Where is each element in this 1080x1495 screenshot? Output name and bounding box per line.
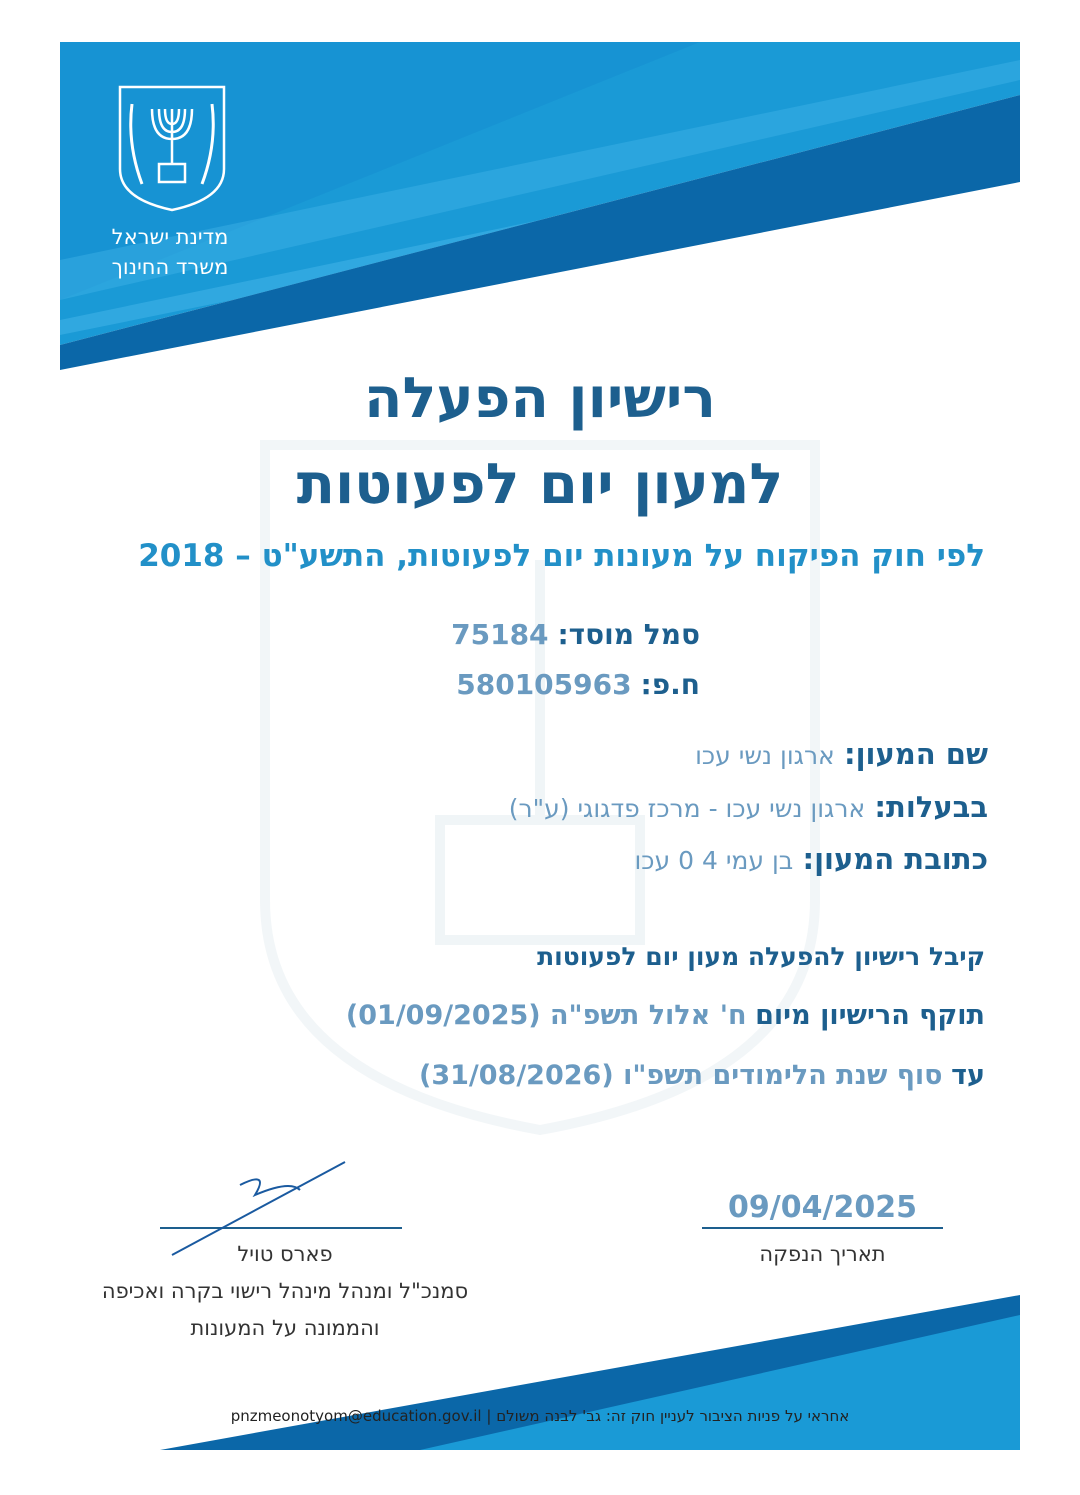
org-name: [95, 222, 245, 282]
label: תוקף הרישיון מיום: [755, 1000, 985, 1031]
value: בן עמי 4 0 עכו: [634, 846, 794, 875]
value: ח' אלול תשפ"ה (01/09/2025): [345, 1000, 747, 1031]
label: עד: [951, 1060, 985, 1091]
valid-from: [346, 1000, 985, 1031]
value: 580105963: [456, 668, 632, 701]
label: ח.פ:: [640, 668, 700, 701]
footer-responsible: אחראי על פניות הציבור לעניין חוק זה: גב' לבנה משולם: [496, 1407, 850, 1425]
signer-name: פארס טויל: [237, 1242, 333, 1266]
country-name: מדינת ישראל: [111, 225, 229, 249]
law-reference: לפי חוק הפיקוח על מעונות יום לפעוטות, התשע"ט – 2018: [138, 538, 985, 574]
label: בבעלות:: [874, 790, 988, 824]
signer-role: סמנכ"ל ומנהל מינהל רישוי בקרה ואכיפה: [101, 1279, 469, 1303]
value: 75184: [451, 618, 549, 651]
ministry-name: משרד החינוך: [111, 255, 229, 279]
title-line2: למעון יום לפעוטות: [296, 452, 784, 517]
company-number: [456, 668, 700, 701]
label: כתובת המעון:: [802, 842, 988, 876]
label: סמל מוסד:: [557, 618, 700, 651]
value: ארגון נשי עכו: [695, 741, 835, 770]
signer-block: [40, 1236, 530, 1347]
institution-code: [451, 618, 700, 651]
value: סוף שנת הלימודים תשפ"ו (31/08/2026): [418, 1060, 943, 1091]
signer-role-2: והממונה על המעונות: [190, 1316, 380, 1340]
valid-until: [419, 1060, 985, 1091]
license-received: קיבל רישיון להפעלה מעון יום לפעוטות: [537, 942, 985, 971]
label: שם המעון:: [843, 737, 988, 771]
issue-date-label: תאריך הנפקה: [759, 1242, 886, 1266]
footer-email-link[interactable]: pnzmeonotyom@education.gov.il: [230, 1407, 482, 1425]
footer-separator: |: [486, 1407, 492, 1425]
footer: [0, 1407, 1080, 1425]
daycare-name: [695, 737, 988, 771]
israel-emblem: [117, 84, 227, 218]
issue-date: 09/04/2025: [728, 1190, 917, 1225]
title-line1: רישיון הפעלה: [363, 366, 717, 431]
owner: [509, 790, 988, 824]
value: ארגון נשי עכו - מרכז פדגוגי (ע"ר): [508, 794, 866, 823]
address: [634, 842, 988, 876]
page-title: [0, 356, 1080, 528]
